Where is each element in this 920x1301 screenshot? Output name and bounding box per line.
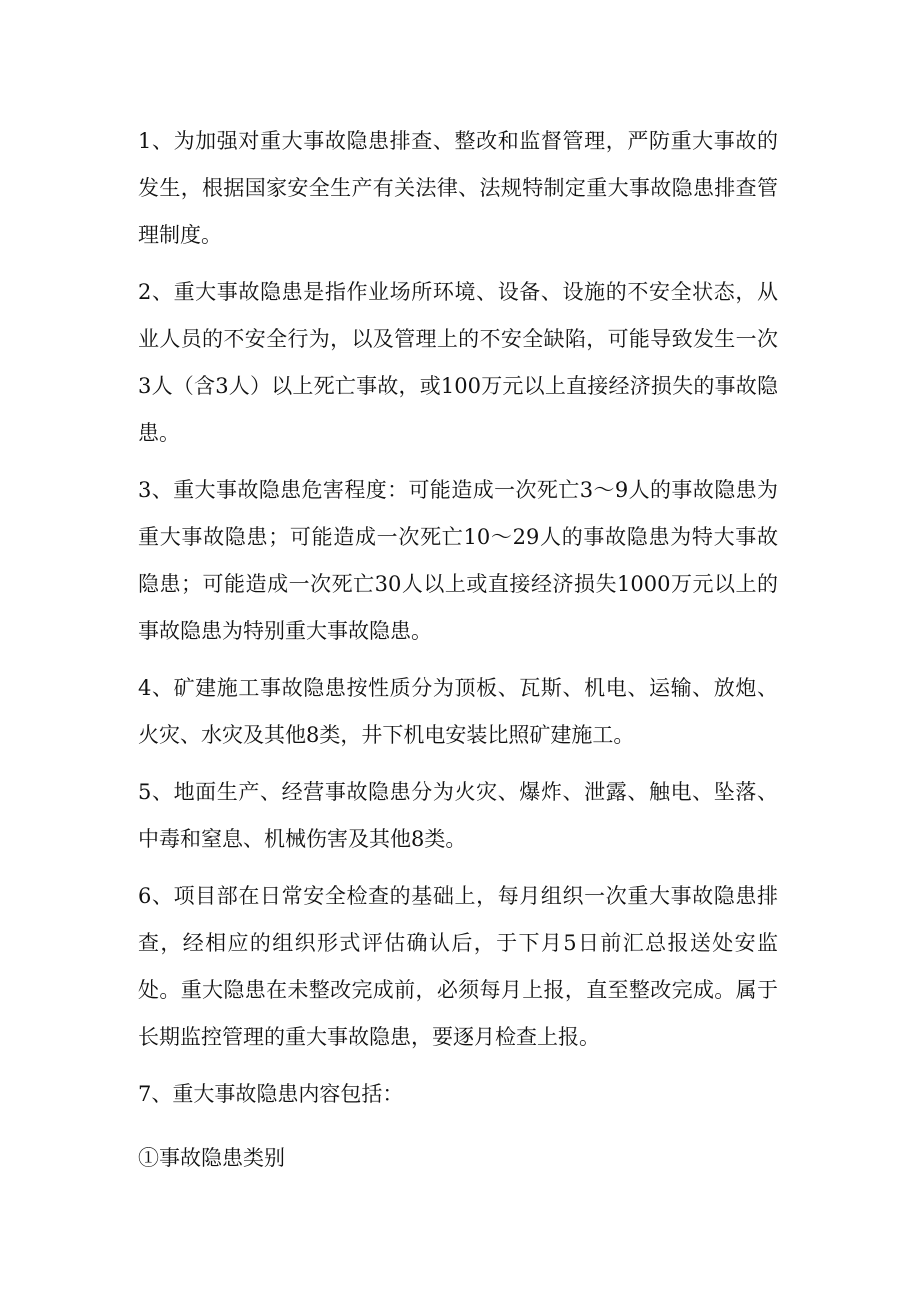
paragraph-7: 7、重大事故隐患内容包括： [138,1082,404,1106]
paragraph-5: 5、地面生产、经营事故隐患分为火灾、爆炸、泄露、触电、坠落、中毒和窒息、机械伤害及其他8类。 [138,780,778,851]
paragraph-6: 6、项目部在日常安全检查的基础上，每月组织一次重大事故隐患排查，经相应的组织形式评估确认后，于下月5日前汇总报送处安监处。重大隐患在未整改完成前，必须每月上报，直至整改完成。属于长期监控管理的重大事故隐患，要逐月检查上报。 [138,884,778,1049]
paragraph-2: 2、重大事故隐患是指作业场所环境、设备、设施的不安全状态，从业人员的不安全行为，以及管理上的不安全缺陷，可能导致发生一次3人（含3人）以上死亡事故，或100万元以上直接经济损失的事故隐患。 [138,280,778,445]
paragraph-4: 4、矿建施工事故隐患按性质分为顶板、瓦斯、机电、运输、放炮、火灾、水灾及其他8类，井下机电安装比照矿建施工。 [138,676,778,747]
paragraph-8: ①事故隐患类别 [138,1146,285,1170]
document-body [138,118,778,1192]
paragraph-1: 1、为加强对重大事故隐患排查、整改和监督管理，严防重大事故的发生，根据国家安全生产有关法律、法规特制定重大事故隐患排查管理制度。 [138,129,778,247]
paragraph-3: 3、重大事故隐患危害程度：可能造成一次死亡3～9人的事故隐患为重大事故隐患；可能造成一次死亡10～29人的事故隐患为特大事故隐患；可能造成一次死亡30人以上或直接经济损失1000万元以上的事故隐患为特别重大事故隐患。 [138,478,778,643]
